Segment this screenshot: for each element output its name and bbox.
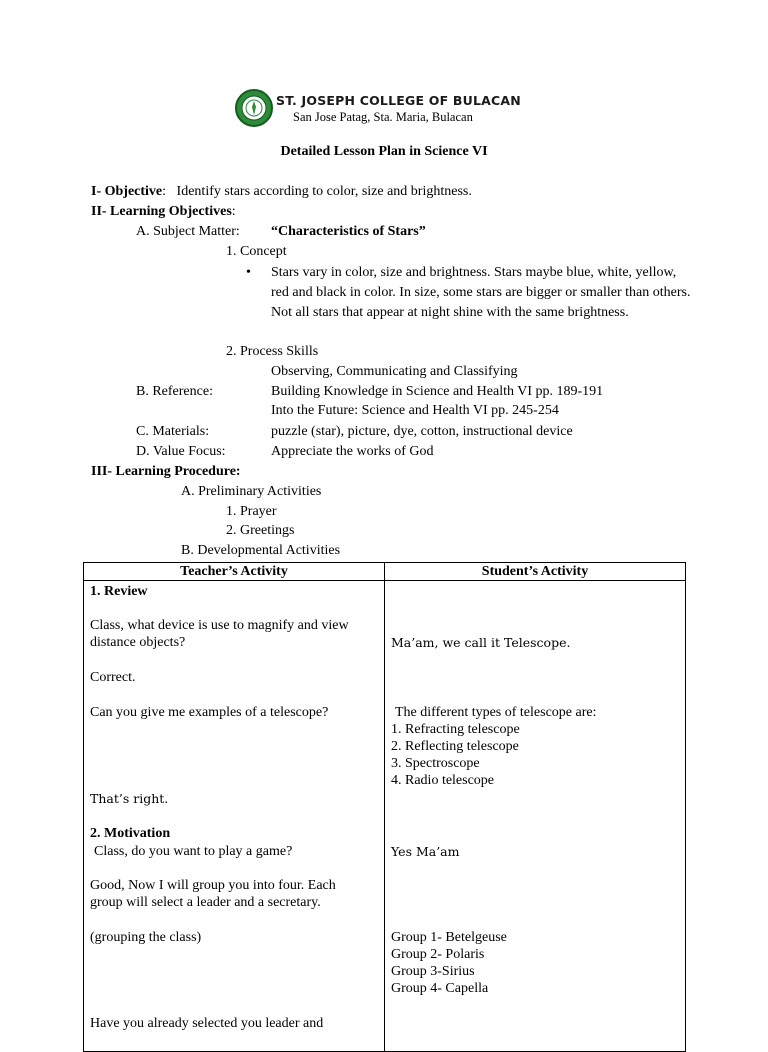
student-type-2: 2. Reflecting telescope [391, 739, 519, 754]
reference-label: B. Reference: [136, 384, 213, 399]
materials-label: C. Materials: [136, 424, 210, 439]
teacher-leader-question: Have you already selected you leader and [90, 1016, 324, 1031]
student-types-intro: The different types of telescope are: [395, 705, 597, 720]
objective-text: Identify stars according to color, size and brightness. [176, 184, 472, 199]
materials-text: puzzle (star), picture, dye, cotton, instructional device [271, 424, 573, 439]
developmental-label: B. Developmental Activities [181, 543, 341, 558]
student-type-4: 4. Radio telescope [391, 773, 495, 788]
school-address: San Jose Patag, Sta. Maria, Bulacan [293, 110, 473, 124]
teacher-thats-right: That’s right. [90, 791, 169, 806]
table-header-row [84, 563, 686, 581]
teacher-grouping-a: Good, Now I will group you into four. Each [90, 878, 336, 893]
reference-2: Into the Future: Science and Health VI pp. 245-254 [271, 403, 559, 418]
student-group-2: Group 2- Polaris [391, 947, 485, 962]
prayer-item: 1. Prayer [226, 504, 277, 519]
activity-table [83, 562, 686, 1052]
teacher-game-question: Class, do you want to play a game? [94, 844, 293, 859]
student-type-3: 3. Spectroscope [391, 756, 480, 771]
learning-objectives-line: II- Learning Objectives: [91, 204, 236, 219]
greetings-item: 2. Greetings [226, 523, 295, 538]
reference-1: Building Knowledge in Science and Health VI pp. 189-191 [271, 384, 604, 399]
bullet-icon: • [246, 265, 251, 280]
teacher-grouping-b: group will select a leader and a secretary. [90, 895, 321, 910]
value-focus-text: Appreciate the works of God [271, 444, 434, 459]
review-heading: 1. Review [90, 584, 148, 599]
student-group-4: Group 4- Capella [391, 981, 489, 996]
teacher-question-1b: distance objects? [90, 635, 186, 650]
value-focus-label: D. Value Focus: [136, 444, 226, 459]
student-group-1: Group 1- Betelgeuse [391, 930, 507, 945]
student-telescope-answer: Ma’am, we call it Telescope. [391, 635, 571, 650]
concept-label: 1. Concept [226, 244, 287, 259]
student-cell [385, 581, 686, 1052]
learning-objectives-label: II- Learning Objectives [91, 204, 232, 219]
teacher-column-header: Teacher’s Activity [84, 563, 385, 581]
page-title: Detailed Lesson Plan in Science VI [280, 144, 488, 159]
student-yes-answer: Yes Ma’am [391, 844, 460, 859]
teacher-grouping-note: (grouping the class) [90, 930, 202, 945]
teacher-question-1a: Class, what device is use to magnify and view [90, 618, 349, 633]
teacher-question-2: Can you give me examples of a telescope? [90, 705, 329, 720]
objective-line: I- Objective: Identify stars according to color, size and brightness. [91, 184, 472, 199]
teacher-correct: Correct. [90, 670, 136, 685]
table-row [84, 581, 686, 1052]
teacher-cell [84, 581, 385, 1052]
school-name: ST. JOSEPH COLLEGE OF BULACAN [276, 93, 521, 108]
subject-matter-label: A. Subject Matter: [136, 224, 240, 239]
student-column-header: Student’s Activity [385, 563, 686, 581]
objective-label: I- Objective [91, 184, 163, 199]
preliminary-label: A. Preliminary Activities [181, 484, 322, 499]
process-skills-text: Observing, Communicating and Classifying [271, 364, 518, 379]
school-seal-icon [233, 88, 275, 128]
student-type-1: 1. Refracting telescope [391, 722, 520, 737]
student-group-3: Group 3-Sirius [391, 964, 475, 979]
subject-matter: “Characteristics of Stars” [271, 224, 426, 239]
motivation-heading: 2. Motivation [90, 826, 171, 841]
procedure-label: III- Learning Procedure: [91, 464, 241, 479]
concept-text: Stars vary in color, size and brightness. Stars maybe blue, white, yellow, red and black in color. In size, some stars are bigger or smaller than others. Not all stars that appear at night shine with the same brightness. [271, 265, 691, 320]
process-skills-label: 2. Process Skills [226, 344, 319, 359]
